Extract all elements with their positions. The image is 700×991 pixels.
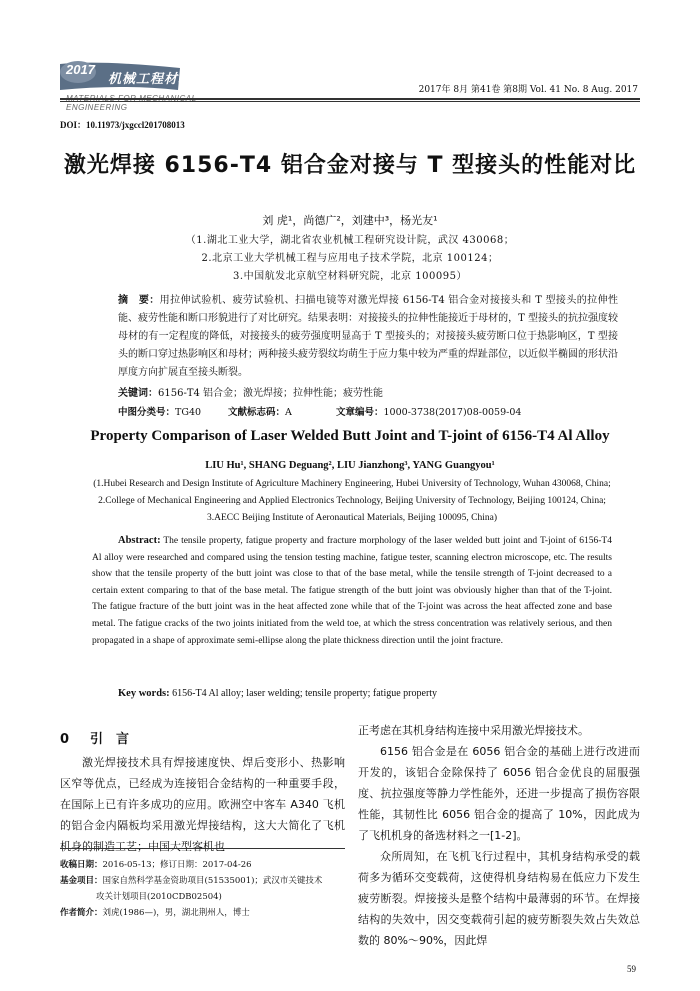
keywords-en-text: 6156-T4 Al alloy; laser welding; tensile property; fatigue property [172,688,438,699]
received-date-text: 2016-05-13；修订日期：2017-04-26 [102,860,252,870]
page-number: 59 [627,964,636,974]
doc-code-label: 文献标志码： [228,407,286,418]
authors-cn: 刘 虎¹，尚德广²，刘建中³，杨光友¹ [262,214,438,227]
footnotes [60,857,350,921]
fund-label: 基金项目： [60,876,103,886]
abstract-cn-text: 用拉伸试验机、疲劳试验机、扫描电镜等对激光焊接 6156-T4 铝合金对接接头和 T 型接头的拉伸性能、疲劳性能和断口形貌进行了对比研究。结果表明：对接接头的拉伸性能接近于母材的，T 型接头的抗拉强度较母材的有一定程度的降低，对接接头的疲劳强度明显高于 T 型接头的；对接接头疲劳断口位于热影响区，T 型接头的断口穿过热影响区和母材；两种接头疲劳裂纹均萌生于应力集中较为严重的焊趾部位，以近似半椭圆的形状沿厚度方向扩展直至接头断裂。 [118,295,618,378]
body-paragraph: 众所周知，在飞机飞行过程中，其机身结构承受的载荷多为循环交变载荷，这使得机身结构易在低应力下发生疲劳断裂。焊接接头是整个结构中最薄弱的环节。在焊接结构的失效中，因交变载荷引起的疲劳断裂失效占失效总数的 80%～90%，因此焊 [358,850,640,947]
doc-code-value: A [285,407,292,418]
issue-info: 2017年 8月 第41卷 第8期 Vol. 41 No. 8 Aug. 2017 [418,85,638,95]
section-title: 引 言 [90,732,130,747]
section-heading [60,728,129,747]
abstract-en [92,533,612,649]
affiliation-cn-3: 3.中国航发北京航空材料研究院，北京 100095） [233,271,467,282]
author-bio-label: 作者简介： [60,908,103,918]
body-column-right [358,720,640,951]
article-no-label: 文章编号： [336,407,384,418]
fund-text-cont: 攻关计划项目(2010CDB02504) [96,892,222,902]
keywords-cn [118,384,383,399]
logo-journal-name-en: MATERIALS FOR MECHANICAL ENGINEERING [66,94,197,112]
clc-label: 中图分类号： [118,407,176,418]
body-paragraph: 激光焊接技术具有焊接速度快、焊后变形小、热影响区窄等优点，已经成为连接铝合金结构的一种重要手段，在国际上已有许多成功的应用。欧洲空中客车 A340 飞机的铝合金内隔板均采用激光焊接结构，这大大简化了飞机机身的制造工艺；中国大型客机也 [60,756,345,853]
section-number: 0 [60,732,70,747]
header-divider [60,98,640,100]
affiliations-en: (1.Hubei Research and Design Institute of Agriculture Machinery Engineering, Hubei University of Technology, Wuhan 430068, China; 2.College of Mechanical Engineering and Applied Electronics Technology, Beijing University of Technology, Beijing 100124, China; 3.AECC Beijing Institute of Aeronautical Materials, Beijing 100095, China) [93,479,611,523]
article-no-value: 1000-3738(2017)08-0059-04 [383,407,522,418]
body-paragraph: 6156 铝合金是在 6056 铝合金的基础上进行改进而开发的，该铝合金除保持了 6056 铝合金优良的屈服强度、抗拉强度等静力学性能外，还进一步提高了损伤容限性能，其韧性比 6056 铝合金的提高了 10%，因此成为了飞机机身的备选材料之一[1-2]。 [358,745,640,842]
authors-en: LIU Hu¹, SHANG Deguang², LIU Jianzhong³, YANG Guangyou¹ [205,460,495,471]
abstract-en-label: Abstract: [118,535,161,546]
keywords-cn-label: 关键词： [118,388,158,399]
keywords-en [118,688,437,699]
title-cn: 激光焊接 6156-T4 铝合金对接与 T 型接头的性能对比 [63,153,637,178]
affiliation-cn-1: （1.湖北工业大学，湖北省农业机械工程研究设计院，武汉 430068； [185,235,515,246]
title-en: Property Comparison of Laser Welded Butt Joint and T-joint of 6156-T4 Al Alloy [90,428,610,444]
affiliation-cn-2: 2.北京工业大学机械工程与应用电子技术学院，北京 100124； [201,253,499,264]
doi: DOI：10.11973/jxgccl201708013 [60,120,185,130]
logo-journal-name-cn: 机械工程材料 [108,72,193,87]
body-paragraph-continued: 正考虑在其机身结构连接中采用激光焊接技术。 [358,724,589,737]
clc-value: TG40 [175,407,202,418]
logo-year: 2017 [66,62,95,77]
abstract-cn-label: 摘 要： [118,295,160,306]
fund-text: 国家自然科学基金资助项目(51535001)；武汉市关键技术 [102,876,323,886]
received-date-label: 收稿日期： [60,860,103,870]
keywords-cn-text: 6156-T4 铝合金；激光焊接；拉伸性能；疲劳性能 [158,388,384,399]
header-divider-thin [60,101,640,102]
keywords-en-label: Key words: [118,688,170,699]
abstract-cn [118,292,618,382]
abstract-en-text: The tensile property, fatigue property and fracture morphology of the laser welded butt joint and T-joint of 6156-T4 Al alloy were researched and compared using the tension testing machine, fatigue tester, scanning electron microscope, etc. The results show that the tensile property of the butt joint was close to that of the base metal, while the tensile strength of T-joint decreased to a certain extent comparing to that of the base metal. The fatigue strength of the butt joint was obviously higher than that of the T-joint. The fatigue fracture of the butt joint was in the heat affected zone while that of the T-joint was across the heat affected zone and base metal. The fatigue cracks of the two joints initiated from the weld toe, at which the stress concentration was relatively serious, and then propagated in a shape of approximate semi-ellipse along the plate thickness direction until the joint fracture. [92,536,612,646]
author-bio-text: 刘虎(1986—)，男，湖北荆州人，博士 [102,908,250,918]
footnote-divider [60,848,345,849]
body-column-left [60,752,345,857]
